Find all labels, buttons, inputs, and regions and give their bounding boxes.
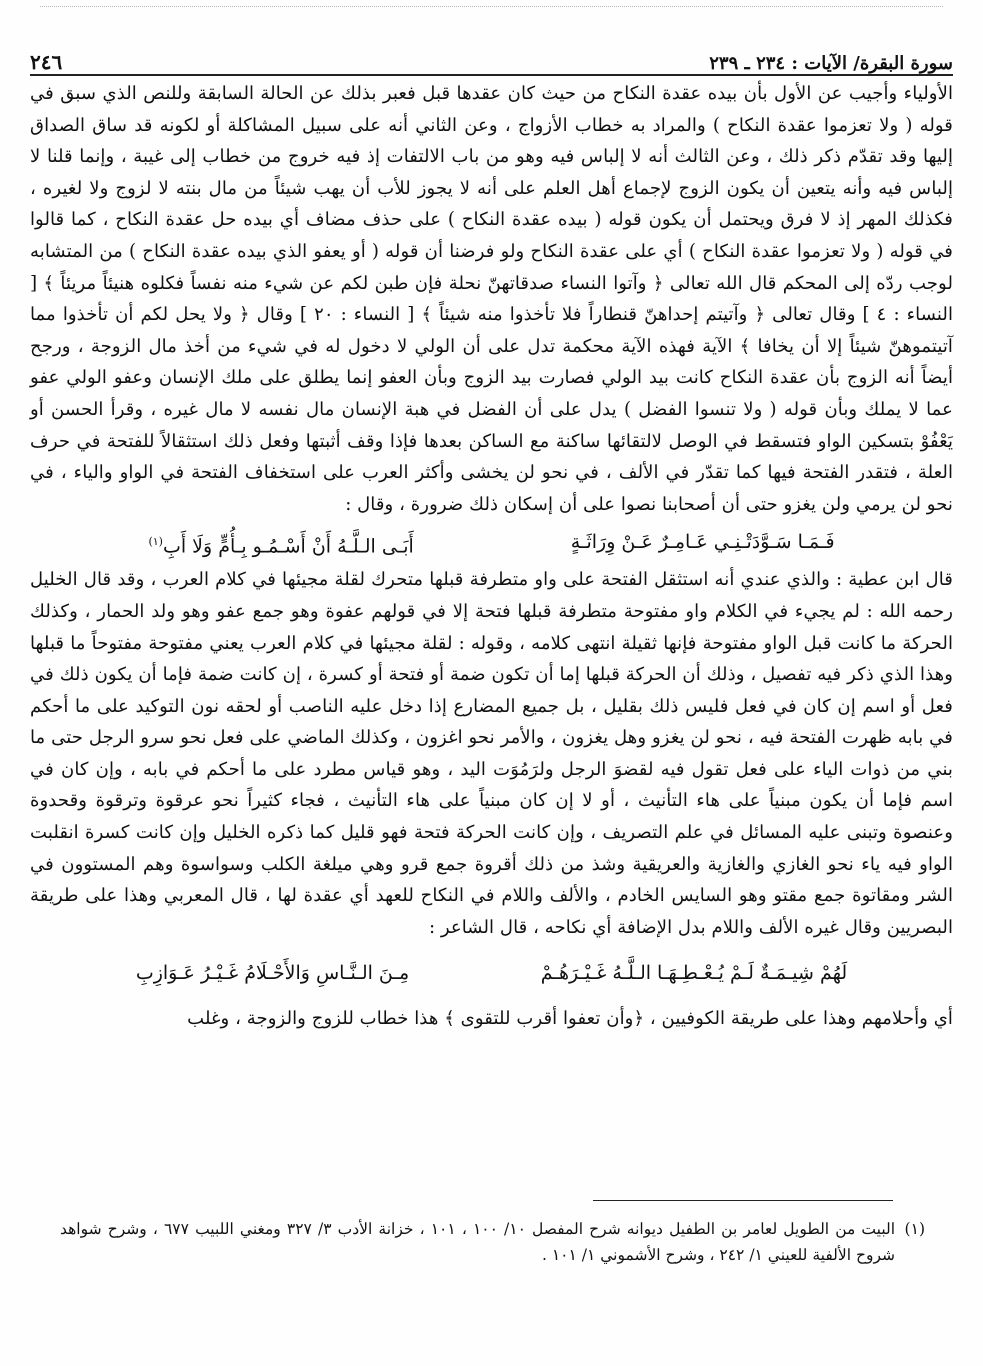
page-number: ٢٤٦ bbox=[30, 50, 63, 74]
paragraph-1: الأولياء وأجيب عن الأول بأن بيده عقدة النكاح من حيث كان عقدها قبل فعبر بذلك عن الحالة السابقة وللنص الذي سبق في قوله ( ولا تعزموا عقدة النكاح ) والمراد به خطاب الأزواج ، وعن الثاني أنه على سبيل المشاكلة أو لكونه قد ساق الصداق إليها وقد تقدّم ذكر ذلك ، وعن الثالث أنه لا إلباس فيه وهو من باب الالتفات إذ فيه خروج من خطاب إلى غيبة ، وإنما قلنا لا إلباس فيه وأنه يتعين أن يكون الزوج لإجماع أهل العلم على أنه لا يجوز للأب أن يهب شيئاً من مال بنته لا لزوج ولا لغيره ، فكذلك المهر إذ لا فرق ويحتمل أن يكون قوله ( بيده عقدة النكاح ) على حذف مضاف أي بيده حل عقدة النكاح ، كما قالوا في قوله ( ولا تعزموا عقدة النكاح ) أي على عقدة النكاح ولو فرضنا أن قوله ( أو يعفو الذي بيده عقدة النكاح ) من المتشابه لوجب ردّه إلى المحكم قال الله تعالى ﴿ وآتوا النساء صدقاتهنّ نحلة فإن طبن لكم عن شيء منه نفساً فكلوه هنيئاً مريئاً ﴾ [ النساء : ٤ ] وقال تعالى ﴿ وآتيتم إحداهنّ قنطاراً فلا تأخذوا منه شيئاً ﴾ [ النساء : ٢٠ ] وقال ﴿ ولا يحل لكم أن تأخذوا مما آتيتموهنّ شيئاً إلا أن يخافا ﴾ الآية فهذه الآية محكمة تدل على أن الولي لا دخول له في شيء من أخذ مال الزوجة ، ورجح أيضاً أنه الزوج بأن عقدة النكاح كانت بيد الولي فصارت بيد الزوج وبأن العفو إنما يطلق على ملك الإنسان وعفو الولي عفو عما لا يملك وبأن قوله ( ولا تنسوا الفضل ) يدل على أن الفضل في هبة الإنسان مال نفسه لا مال غيره ، وقرأ الحسن أو يَعْفُوْ بتسكين الواو فتسقط في الوصل لالتقائها ساكنة مع الساكن بعدها فإذا وقف أثبتها وفعل ذلك استثقالاً للفتحة في حرف العلة ، فتقدر الفتحة فيها كما تقدّر في الألف ، في نحو لن يخشى وأكثر العرب على استخفاف الفتحة في الواو والياء ، في نحو لن يرمي ولن يغزو حتى أن أصحابنا نصوا على أن إسكان ذلك ضرورة ، وقال : bbox=[30, 83, 954, 515]
poetry-verse-1 bbox=[70, 520, 913, 564]
paragraph-2: قال ابن عطية : والذي عندي أنه استثقل الفتحة على واو متطرفة قبلها متحرك لقلة مجيئها في كلام العرب ، وقد قال الخليل رحمه الله : لم يجيء في الكلام واو مفتوحة متطرفة قبلها فتحة إلا في قولهم عفوة وهو جمع عفو وهو ولد الحمار ، وكذلك الحركة ما كانت قبل الواو مفتوحة فإنها ثقيلة انتهى كلامه ، وقوله : لقلة مجيئها في كلام العرب يعني مفتوحة مفتوحاً ما قبلها وهذا الذي ذكر فيه تفصيل ، وذلك أن الحركة قبلها إما أن تكون ضمة أو فتحة أو كسرة ، إن كانت ضمة فإما أن يكون ذلك في فعل أو اسم إن كان في فعل فليس ذلك بقليل ، بل جميع المضارع إذا دخل عليه الناصب أو لحقه نون التوكيد على ما أحكم في بابه ظهرت الفتحة فيه ، نحو لن يغزو وهل يغزون ، والأمر نحو اغزون ، وكذلك الماضي على فعل نحو سرو الرجل حتى ما بني من ذوات الياء على فعل تقول فيه لقضوَ الرجل ولرَمُوَت اليد ، وهو قياس مطرد على ما أحكم في بابه ، وإن كان في اسم فإما أن يكون مبنياً على هاء التأنيث ، أو لا إن كان مبنياً على هاء التأنيث ، فجاء كثيراً نحو عرقوة وترقوة وقحدوة وعنصوة وتبنى عليه المسائل في علم التصريف ، وإن كانت الحركة فتحة فهو قليل كما ذكره الخليل وإن كانت كسرة انقلبت الواو فيه ياء نحو الغازي والغازية والعريقية وشذ من ذلك أقروة جمع قرو وهي ميلغة الكلب وسواسوة وهم المستوون في الشر ومقاتوة جمع مقتو وهو السايس الخادم ، والألف واللام في النكاح للعهد أي عقدة لها ، قال المعربي وهذا على طريقة البصريين وقال غيره الألف واللام بدل الإضافة أي نكاحه ، قال الشاعر : bbox=[30, 569, 953, 938]
footnote-divider bbox=[593, 1200, 893, 1201]
verse-2-second-hemistich: مِـنَ الـنَّـاسِ وَالأَحْـلَامُ غَـيْـرُ عَـوَازِبِ bbox=[135, 962, 410, 985]
footnotes bbox=[60, 1216, 925, 1268]
footnote-text: البيت من الطويل لعامر بن الطفيل ديوانه شرح المفصل ١٠/ ١٠٠ ، ١٠١ ، خزانة الأدب ٣/ ٣٢٧ ومغني اللبيب ٦٧٧ ، وشرح شواهد شروح الألفية للعيني ١/ ٢٤٢ ، وشرح الأشموني ١/ ١٠١ . bbox=[60, 1220, 896, 1264]
verse-2-first-hemistich: لَهُمْ شِيـمَـةٌ لَـمْ يُـعْـطِـهَـا الـلَّـهُ غَـيْـرَهُـمْ bbox=[540, 962, 848, 985]
page-header bbox=[30, 44, 953, 76]
footnote-reference[interactable]: (١) bbox=[148, 535, 163, 549]
poetry-verse-2 bbox=[70, 947, 913, 999]
running-title: سورة البقرة/ الآيات : ٢٣٤ ـ ٢٣٩ bbox=[709, 53, 953, 74]
verse-1-first-hemistich: فَـمَـا سَـوَّدَتْـنِـي عَـامِـرٌ عَـنْ وِرَاثَـةٍ bbox=[570, 531, 835, 554]
verse-1-second-hemistich-text: أَبَـى الـلَّـهُ أَنْ أَسْـمُـو بِـأُمٍّ وَلَا أَبِ bbox=[162, 535, 414, 558]
scan-edge bbox=[40, 6, 943, 13]
verse-1-second-hemistich bbox=[148, 520, 413, 564]
paragraph-3: أي وأحلامهم وهذا على طريقة الكوفيين ، ﴿وأن تعفوا أقرب للتقوى ﴾ هذا خطاب للزوج والزوجة ، وغلب bbox=[187, 1008, 953, 1030]
footnote-marker: (١) bbox=[904, 1220, 925, 1238]
main-text bbox=[30, 78, 953, 1035]
